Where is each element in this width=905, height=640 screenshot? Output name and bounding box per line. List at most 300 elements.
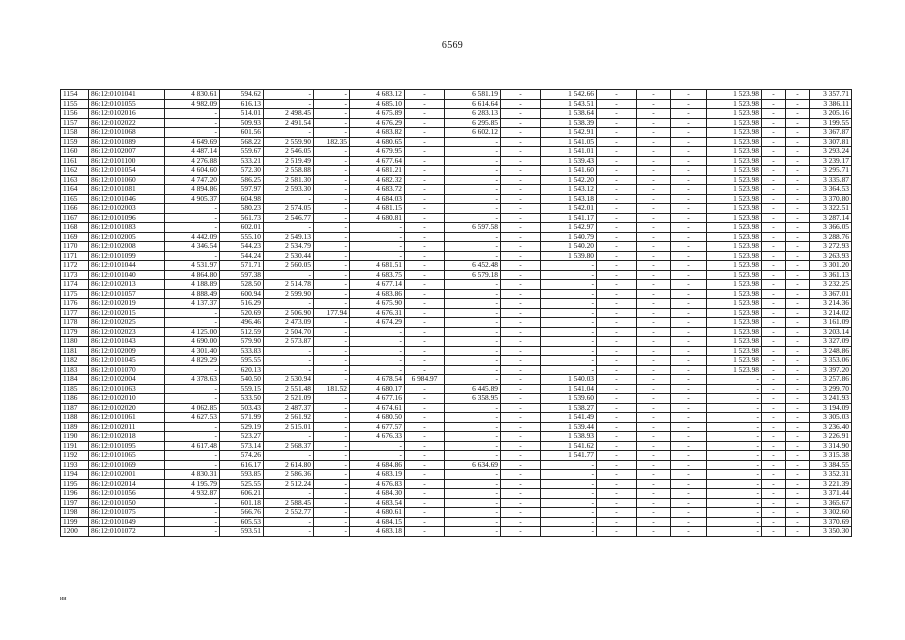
value-cell: 4 677.16 [350, 394, 405, 404]
value-cell: - [671, 318, 707, 328]
value-cell: - [707, 527, 762, 537]
value-cell: - [445, 346, 501, 356]
value-cell: - [786, 413, 810, 423]
value-cell: - [541, 498, 597, 508]
value-cell: - [707, 375, 762, 385]
row-number-cell: 1181 [61, 346, 89, 356]
value-cell: 4 684.86 [350, 460, 405, 470]
table-row [61, 451, 852, 461]
value-cell: 2 515.01 [264, 422, 314, 432]
value-cell: - [671, 90, 707, 100]
value-cell: - [786, 194, 810, 204]
value-cell: - [762, 137, 786, 147]
value-cell: 1 538.27 [541, 403, 597, 413]
table-row [61, 394, 852, 404]
value-cell: - [671, 327, 707, 337]
row-number-cell: 1175 [61, 289, 89, 299]
value-cell: - [501, 147, 541, 157]
cadastral-number-cell: 86:12:0101050 [89, 498, 165, 508]
value-cell: - [597, 270, 637, 280]
value-cell: - [597, 527, 637, 537]
value-cell: - [597, 213, 637, 223]
value-cell: - [671, 460, 707, 470]
value-cell: - [597, 356, 637, 366]
table-row [61, 147, 852, 157]
value-cell: - [501, 280, 541, 290]
value-cell: - [445, 508, 501, 518]
cadastral-number-cell: 86:12:0101089 [89, 137, 165, 147]
value-cell: - [762, 394, 786, 404]
value-cell: - [445, 375, 501, 385]
table-row [61, 213, 852, 223]
value-cell: - [501, 128, 541, 138]
value-cell: - [314, 346, 350, 356]
row-number-cell: 1171 [61, 251, 89, 261]
value-cell: 3 194.09 [810, 403, 852, 413]
row-number-cell: 1199 [61, 517, 89, 527]
value-cell: 4 301.40 [165, 346, 220, 356]
value-cell: - [501, 99, 541, 109]
value-cell: - [637, 251, 671, 261]
value-cell: 3 263.93 [810, 251, 852, 261]
value-cell: 2 546.05 [264, 147, 314, 157]
value-cell: - [637, 128, 671, 138]
value-cell: 1 523.98 [707, 251, 762, 261]
table-row [61, 261, 852, 271]
value-cell: - [597, 441, 637, 451]
value-cell: - [786, 517, 810, 527]
value-cell: - [597, 451, 637, 461]
value-cell: - [501, 489, 541, 499]
value-cell: 4 982.09 [165, 99, 220, 109]
value-cell: 4 487.14 [165, 147, 220, 157]
cadastral-number-cell: 86:12:0102005 [89, 232, 165, 242]
row-number-cell: 1165 [61, 194, 89, 204]
value-cell: - [314, 194, 350, 204]
value-cell: - [786, 384, 810, 394]
row-number-cell: 1169 [61, 232, 89, 242]
value-cell: - [762, 489, 786, 499]
value-cell: - [707, 451, 762, 461]
value-cell: 4 188.89 [165, 280, 220, 290]
value-cell: 597.97 [220, 185, 264, 195]
value-cell: - [264, 527, 314, 537]
value-cell: - [671, 147, 707, 157]
value-cell: - [501, 137, 541, 147]
value-cell: - [762, 432, 786, 442]
value-cell: - [314, 413, 350, 423]
value-cell: 6 295.85 [445, 118, 501, 128]
value-cell: 2 534.79 [264, 242, 314, 252]
value-cell: - [165, 128, 220, 138]
value-cell: 3 288.76 [810, 232, 852, 242]
value-cell: - [671, 251, 707, 261]
value-cell: - [707, 517, 762, 527]
value-cell: - [637, 194, 671, 204]
value-cell: - [314, 394, 350, 404]
value-cell: - [314, 109, 350, 119]
value-cell: - [501, 441, 541, 451]
value-cell: - [786, 185, 810, 195]
table-row [61, 422, 852, 432]
value-cell: - [786, 242, 810, 252]
value-cell: 182.35 [314, 137, 350, 147]
value-cell: - [671, 118, 707, 128]
value-cell: 4 604.60 [165, 166, 220, 176]
value-cell: 1 543.12 [541, 185, 597, 195]
value-cell: 544.24 [220, 251, 264, 261]
value-cell: - [786, 479, 810, 489]
row-number-cell: 1196 [61, 489, 89, 499]
value-cell: - [314, 118, 350, 128]
value-cell: - [541, 479, 597, 489]
value-cell: - [541, 527, 597, 537]
value-cell: - [762, 508, 786, 518]
value-cell: 1 543.18 [541, 194, 597, 204]
value-cell: 3 322.51 [810, 204, 852, 214]
value-cell: - [405, 299, 445, 309]
value-cell: - [786, 527, 810, 537]
value-cell: - [637, 517, 671, 527]
value-cell: 3 367.01 [810, 289, 852, 299]
value-cell: 3 386.11 [810, 99, 852, 109]
value-cell: 600.94 [220, 289, 264, 299]
value-cell: 1 541.77 [541, 451, 597, 461]
value-cell: - [597, 413, 637, 423]
value-cell: - [637, 109, 671, 119]
value-cell: - [762, 318, 786, 328]
cadastral-number-cell: 86:12:0101099 [89, 251, 165, 261]
value-cell: - [762, 194, 786, 204]
value-cell: - [501, 346, 541, 356]
value-cell: - [541, 517, 597, 527]
value-cell: - [314, 232, 350, 242]
value-cell: 1 523.98 [707, 99, 762, 109]
value-cell: 1 523.98 [707, 346, 762, 356]
value-cell: 1 542.20 [541, 175, 597, 185]
value-cell: - [264, 90, 314, 100]
value-cell: 3 370.80 [810, 194, 852, 204]
cadastral-number-cell: 86:12:0101056 [89, 489, 165, 499]
cadastral-number-cell: 86:12:0101055 [89, 99, 165, 109]
table-row [61, 384, 852, 394]
table-row [61, 99, 852, 109]
value-cell: 4 674.29 [350, 318, 405, 328]
value-cell: - [501, 185, 541, 195]
value-cell: - [637, 365, 671, 375]
value-cell: 1 523.98 [707, 194, 762, 204]
value-cell: - [165, 251, 220, 261]
value-cell: - [445, 280, 501, 290]
value-cell: - [405, 413, 445, 423]
value-cell: 593.51 [220, 527, 264, 537]
value-cell: 1 540.20 [541, 242, 597, 252]
value-cell: - [165, 365, 220, 375]
value-cell: - [786, 213, 810, 223]
value-cell: - [405, 489, 445, 499]
value-cell: - [671, 422, 707, 432]
row-number-cell: 1163 [61, 175, 89, 185]
value-cell: - [597, 375, 637, 385]
cadastral-number-cell: 86:12:0102016 [89, 109, 165, 119]
value-cell: 1 539.80 [541, 251, 597, 261]
value-cell: 2 552.77 [264, 508, 314, 518]
value-cell: 595.55 [220, 356, 264, 366]
value-cell: 4 442.09 [165, 232, 220, 242]
value-cell: 1 538.64 [541, 109, 597, 119]
value-cell: 6 445.89 [445, 384, 501, 394]
value-cell: 2 573.87 [264, 337, 314, 347]
value-cell: - [314, 489, 350, 499]
value-cell: 1 523.98 [707, 365, 762, 375]
value-cell: - [762, 175, 786, 185]
value-cell: - [405, 451, 445, 461]
value-cell: 1 523.98 [707, 242, 762, 252]
value-cell: - [597, 137, 637, 147]
value-cell: 6 579.18 [445, 270, 501, 280]
value-cell: 4 681.15 [350, 204, 405, 214]
value-cell: - [445, 242, 501, 252]
table-row [61, 109, 852, 119]
table-row [61, 517, 852, 527]
value-cell: - [350, 346, 405, 356]
value-cell: - [597, 128, 637, 138]
cadastral-number-cell: 86:12:0102011 [89, 422, 165, 432]
value-cell: - [314, 156, 350, 166]
value-cell: - [597, 90, 637, 100]
value-cell: - [405, 365, 445, 375]
value-cell: - [501, 166, 541, 176]
value-cell: - [445, 156, 501, 166]
value-cell: - [637, 204, 671, 214]
value-cell: - [264, 194, 314, 204]
value-cell: 4 627.53 [165, 413, 220, 423]
value-cell: - [671, 204, 707, 214]
value-cell: - [786, 156, 810, 166]
value-cell: - [637, 99, 671, 109]
row-number-cell: 1172 [61, 261, 89, 271]
value-cell: 2 588.45 [264, 498, 314, 508]
cadastral-number-cell: 86:12:0102019 [89, 299, 165, 309]
value-cell: - [762, 403, 786, 413]
value-cell: 4 682.32 [350, 175, 405, 185]
value-cell: - [637, 394, 671, 404]
value-cell: 2 599.90 [264, 289, 314, 299]
value-cell: - [314, 470, 350, 480]
row-number-cell: 1162 [61, 166, 89, 176]
value-cell: 1 540.03 [541, 375, 597, 385]
value-cell: 4 684.15 [350, 517, 405, 527]
cadastral-number-cell: 86:12:0101068 [89, 128, 165, 138]
value-cell: - [501, 403, 541, 413]
value-cell: 1 541.04 [541, 384, 597, 394]
value-cell: - [762, 289, 786, 299]
value-cell: - [501, 413, 541, 423]
value-cell: 1 541.62 [541, 441, 597, 451]
value-cell: 572.30 [220, 166, 264, 176]
table-row [61, 194, 852, 204]
value-cell: - [445, 470, 501, 480]
value-cell: - [762, 280, 786, 290]
value-cell: - [786, 261, 810, 271]
value-cell: - [597, 308, 637, 318]
table-row [61, 460, 852, 470]
cadastral-number-cell: 86:12:0101075 [89, 508, 165, 518]
value-cell: - [314, 441, 350, 451]
value-cell: - [597, 299, 637, 309]
value-cell: - [597, 175, 637, 185]
value-cell: - [445, 185, 501, 195]
value-cell: - [597, 251, 637, 261]
value-cell: - [314, 185, 350, 195]
value-cell: 503.43 [220, 403, 264, 413]
value-cell: - [350, 223, 405, 233]
cadastral-number-cell: 86:12:0101054 [89, 166, 165, 176]
value-cell: - [405, 90, 445, 100]
value-cell: - [786, 508, 810, 518]
cadastral-number-cell: 86:12:0102013 [89, 280, 165, 290]
table-row [61, 365, 852, 375]
table-row [61, 346, 852, 356]
value-cell: 2 560.05 [264, 261, 314, 271]
data-table [60, 89, 852, 537]
value-cell: 2 519.49 [264, 156, 314, 166]
value-cell: 1 523.98 [707, 175, 762, 185]
row-number-cell: 1198 [61, 508, 89, 518]
value-cell: - [314, 289, 350, 299]
value-cell: - [671, 337, 707, 347]
value-cell: 4 830.61 [165, 90, 220, 100]
value-cell: - [707, 432, 762, 442]
cadastral-number-cell: 86:12:0101063 [89, 384, 165, 394]
value-cell: - [762, 204, 786, 214]
value-cell: - [165, 527, 220, 537]
value-cell: 2 586.36 [264, 470, 314, 480]
table-row [61, 242, 852, 252]
value-cell: - [445, 365, 501, 375]
value-cell: 3 364.53 [810, 185, 852, 195]
value-cell: 4 675.89 [350, 109, 405, 119]
value-cell: - [786, 394, 810, 404]
value-cell: 3 257.86 [810, 375, 852, 385]
table-row [61, 166, 852, 176]
value-cell: - [786, 337, 810, 347]
value-cell: - [597, 280, 637, 290]
value-cell: 3 370.69 [810, 517, 852, 527]
row-number-cell: 1155 [61, 99, 89, 109]
value-cell: - [445, 299, 501, 309]
value-cell: - [707, 470, 762, 480]
value-cell: 4 378.63 [165, 375, 220, 385]
value-cell: - [637, 175, 671, 185]
value-cell: - [786, 327, 810, 337]
value-cell: - [637, 460, 671, 470]
cadastral-number-cell: 86:12:0101045 [89, 356, 165, 366]
value-cell: 1 543.51 [541, 99, 597, 109]
value-cell: - [445, 327, 501, 337]
value-cell: - [445, 318, 501, 328]
value-cell: - [405, 242, 445, 252]
value-cell: - [314, 99, 350, 109]
value-cell: - [405, 384, 445, 394]
cadastral-number-cell: 86:12:0101072 [89, 527, 165, 537]
cadastral-number-cell: 86:12:0102008 [89, 242, 165, 252]
value-cell: - [445, 432, 501, 442]
value-cell: 4 677.14 [350, 280, 405, 290]
value-cell: 3 203.14 [810, 327, 852, 337]
value-cell: 3 161.09 [810, 318, 852, 328]
value-cell: - [637, 166, 671, 176]
cadastral-number-cell: 86:12:0102007 [89, 147, 165, 157]
value-cell: - [637, 327, 671, 337]
cadastral-number-cell: 86:12:0101069 [89, 460, 165, 470]
cadastral-number-cell: 86:12:0102015 [89, 308, 165, 318]
value-cell: - [786, 432, 810, 442]
value-cell: 566.76 [220, 508, 264, 518]
value-cell: 3 295.71 [810, 166, 852, 176]
value-cell: - [762, 337, 786, 347]
value-cell: - [786, 223, 810, 233]
value-cell: - [445, 289, 501, 299]
value-cell: 2 498.45 [264, 109, 314, 119]
cadastral-number-cell: 86:12:0101046 [89, 194, 165, 204]
value-cell: - [597, 489, 637, 499]
value-cell: - [405, 422, 445, 432]
value-cell: - [501, 527, 541, 537]
value-cell: 1 523.98 [707, 289, 762, 299]
value-cell: - [501, 498, 541, 508]
row-number-cell: 1180 [61, 337, 89, 347]
value-cell: - [762, 451, 786, 461]
value-cell: 1 523.98 [707, 137, 762, 147]
value-cell: - [671, 270, 707, 280]
value-cell: - [350, 441, 405, 451]
value-cell: - [637, 299, 671, 309]
value-cell: 3 287.14 [810, 213, 852, 223]
row-number-cell: 1159 [61, 137, 89, 147]
value-cell: - [597, 384, 637, 394]
value-cell: 2 568.37 [264, 441, 314, 451]
value-cell: - [637, 308, 671, 318]
value-cell: - [637, 118, 671, 128]
value-cell: - [671, 356, 707, 366]
value-cell: - [671, 432, 707, 442]
value-cell: - [762, 223, 786, 233]
value-cell: - [445, 137, 501, 147]
value-cell: - [165, 460, 220, 470]
value-cell: - [501, 156, 541, 166]
row-number-cell: 1167 [61, 213, 89, 223]
value-cell: - [786, 166, 810, 176]
value-cell: - [405, 204, 445, 214]
value-cell: 520.69 [220, 308, 264, 318]
cadastral-number-cell: 86:12:0102010 [89, 394, 165, 404]
value-cell: 533.21 [220, 156, 264, 166]
value-cell: 4 125.00 [165, 327, 220, 337]
value-cell: - [405, 223, 445, 233]
table-row [61, 441, 852, 451]
value-cell: - [637, 508, 671, 518]
value-cell: - [637, 280, 671, 290]
value-cell: 177.94 [314, 308, 350, 318]
value-cell: - [405, 479, 445, 489]
value-cell: - [786, 489, 810, 499]
value-cell: 1 523.98 [707, 156, 762, 166]
value-cell: 512.59 [220, 327, 264, 337]
value-cell: - [597, 365, 637, 375]
value-cell: - [314, 375, 350, 385]
value-cell: - [445, 147, 501, 157]
